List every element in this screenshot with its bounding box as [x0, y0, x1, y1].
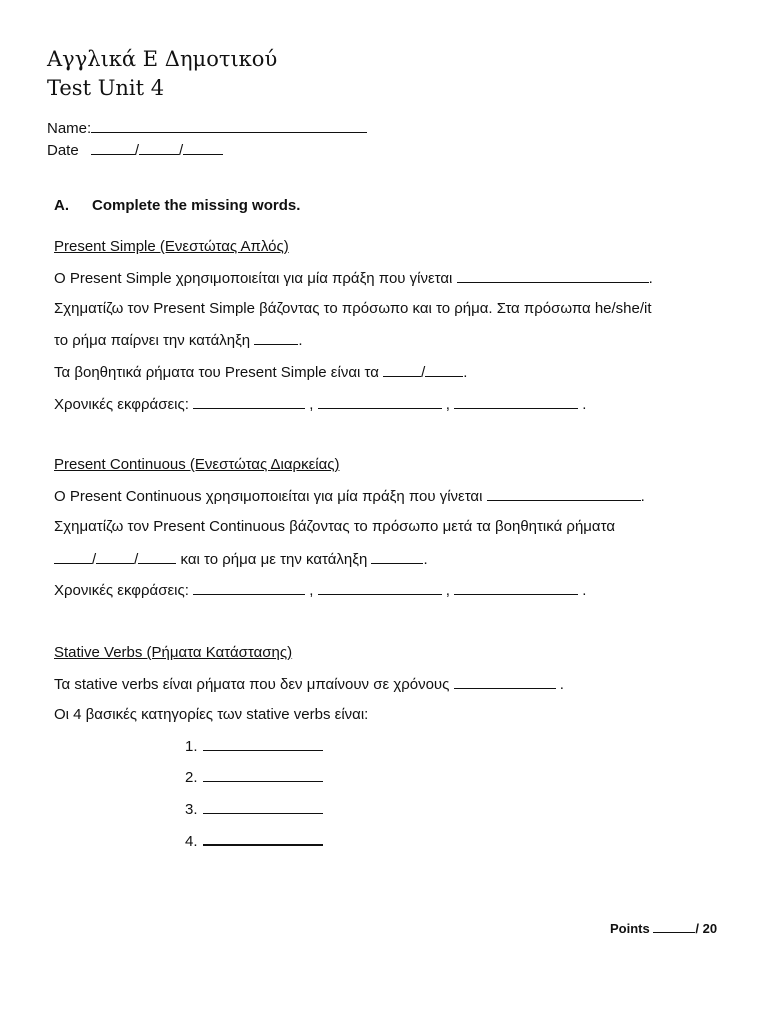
section-letter: A. [54, 197, 69, 214]
stative-verbs-line-2: Οι 4 βασικές κατηγορίες των stative verbs είναι: [54, 706, 369, 723]
name-row [47, 118, 367, 139]
points-label: Points [610, 921, 650, 936]
line-text: και το ρήμα με την κατάληξη [180, 551, 368, 568]
line-text: Ο Present Continuous χρησιμοποιείται για μία πράξη που γίνεται [54, 488, 483, 505]
answer-blank[interactable] [254, 330, 298, 345]
line-text: Τα stative verbs είναι ρήματα που δεν μπαίνουν σε χρόνους [54, 676, 450, 693]
answer-blank[interactable] [371, 549, 423, 564]
period: . [582, 582, 587, 599]
slash: / [92, 551, 97, 568]
answer-blank[interactable] [425, 362, 463, 377]
answer-blank[interactable] [203, 799, 323, 814]
answer-blank[interactable] [318, 580, 442, 595]
answer-blank[interactable] [383, 362, 421, 377]
answer-blank[interactable] [193, 580, 305, 595]
answer-blank[interactable] [96, 549, 134, 564]
present-simple-line-2: Σχηματίζω τον Present Simple βάζοντας το πρόσωπο και το ρήμα. Στα πρόσωπα he/she/it [54, 300, 652, 317]
line-text: Τα βοηθητικά ρήματα του Present Simple είναι τα [54, 364, 379, 381]
line-text: Ο Present Simple χρησιμοποιείται για μία πράξη που γίνεται [54, 270, 453, 287]
worksheet-title: Αγγλικά Ε Δημοτικού [47, 47, 278, 71]
present-simple-time-expressions [54, 394, 586, 415]
points-blank[interactable] [653, 921, 695, 933]
line-text: Χρονικές εκφράσεις: [54, 582, 189, 599]
date-month-blank[interactable] [139, 140, 179, 155]
answer-blank[interactable] [457, 268, 649, 283]
item-number: 4. [185, 833, 198, 850]
answer-blank[interactable] [318, 394, 442, 409]
date-year-blank[interactable] [183, 140, 223, 155]
present-simple-line-4 [54, 362, 467, 383]
date-slash: / [134, 142, 140, 159]
comma: , [309, 582, 314, 599]
item-number: 1. [185, 738, 198, 755]
answer-blank[interactable] [138, 549, 176, 564]
present-simple-line-3 [54, 330, 303, 351]
date-day-blank[interactable] [91, 140, 135, 155]
period: . [298, 332, 303, 349]
period: . [423, 551, 428, 568]
stative-category-item [185, 767, 323, 788]
present-continuous-line-3 [54, 549, 428, 570]
stative-category-item [185, 799, 323, 820]
period: . [648, 270, 653, 287]
present-simple-line-1 [54, 268, 653, 289]
period: . [582, 396, 587, 413]
stative-verbs-line-1 [54, 674, 564, 695]
comma: , [309, 396, 314, 413]
points-total: / 20 [695, 921, 718, 936]
section-instruction: Complete the missing words. [92, 197, 301, 214]
worksheet-subtitle: Test Unit 4 [47, 76, 165, 100]
comma: , [445, 582, 450, 599]
stative-category-item [185, 830, 323, 852]
item-number: 3. [185, 801, 198, 818]
present-simple-heading: Present Simple (Ενεστώτας Απλός) [54, 238, 289, 255]
line-text: Χρονικές εκφράσεις: [54, 396, 189, 413]
answer-blank[interactable] [454, 394, 578, 409]
period: . [463, 364, 468, 381]
slash: / [134, 551, 139, 568]
name-label: Name: [47, 120, 92, 137]
answer-blank[interactable] [454, 580, 578, 595]
name-blank[interactable] [91, 118, 367, 133]
date-slash: / [179, 142, 184, 159]
period: . [559, 676, 564, 693]
period: . [640, 488, 645, 505]
present-continuous-time-expressions [54, 580, 586, 601]
answer-blank[interactable] [54, 549, 92, 564]
answer-blank[interactable] [203, 830, 323, 846]
stative-verbs-heading: Stative Verbs (Ρήματα Κατάστασης) [54, 644, 293, 661]
answer-blank[interactable] [203, 736, 323, 751]
date-label: Date [47, 142, 79, 159]
item-number: 2. [185, 769, 198, 786]
answer-blank[interactable] [203, 767, 323, 782]
slash: / [421, 364, 426, 381]
section-a-heading [54, 196, 300, 216]
present-continuous-heading: Present Continuous (Ενεστώτας Διαρκείας) [54, 456, 340, 473]
stative-category-item [185, 736, 323, 757]
comma: , [445, 396, 450, 413]
present-continuous-line-1 [54, 486, 645, 507]
points-score [610, 921, 717, 936]
answer-blank[interactable] [193, 394, 305, 409]
present-continuous-line-2: Σχηματίζω τον Present Continuous βάζοντας το πρόσωπο μετά τα βοηθητικά ρήματα [54, 518, 615, 535]
date-row [47, 140, 223, 161]
answer-blank[interactable] [454, 674, 556, 689]
answer-blank[interactable] [487, 486, 641, 501]
line-text: το ρήμα παίρνει την κατάληξη [54, 332, 251, 349]
